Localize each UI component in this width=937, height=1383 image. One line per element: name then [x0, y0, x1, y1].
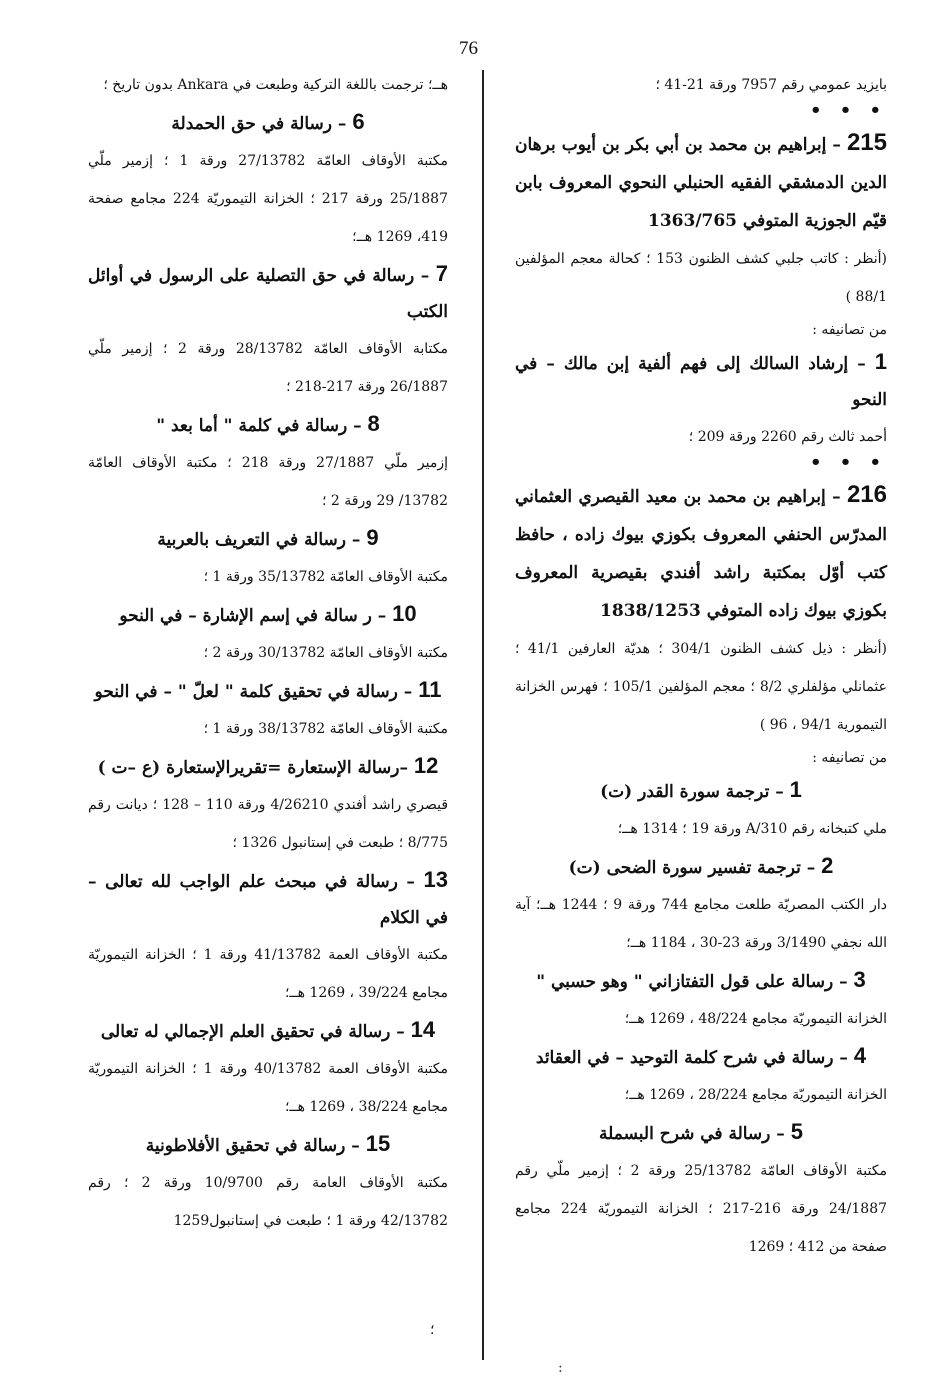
entry-number: 13	[423, 867, 448, 892]
reference-text: مكتبة الأوقاف العامّة 27/13782 ورقة 1 ؛ إزمير ملّي 25/1887 ورقة 217 ؛ الخزانة التيموريّة 224 مجامع صفحة 419، 1269 هــ؛	[88, 153, 449, 245]
entry-number: 7	[435, 261, 448, 286]
reference-text: (أنظر : كاتب جلبي كشف الظنون 153 ؛ كحالة معجم المؤلفين 88/1 )	[515, 251, 888, 305]
reference-text: الخزانة التيموريّة مجامع 28/224 ، 1269 هــ؛	[624, 1087, 887, 1103]
entry-number: 2	[821, 853, 834, 878]
entry-title: – رسالة في حق التصلية على الرسول في أوائل الكتب	[88, 266, 448, 322]
reference-text: أحمد ثالث رقم 2260 ورقة 209 ؛	[688, 429, 887, 445]
entry-title: – رسالة في التعريف بالعربية	[157, 530, 367, 550]
entry-title: – رسالة في حق الحمدلة	[171, 114, 353, 134]
entry-title: – رسالة في تحقيق الأفلاطونية	[145, 1136, 366, 1156]
entry-heading	[88, 406, 448, 444]
reference-text: دار الكتب المصريّة طلعت مجامع 744 ورقة 9 ؛ 1244 هــ؛ آية الله نجفي 3/1490 ورقة 23-30 ، 1184 هــ؛	[515, 897, 887, 951]
reference-text: هــ؛ ترجمت باللغة التركية وطبعت في Ankara بدون تاريخ ؛	[103, 77, 448, 93]
reference-text: مكتبة الأوقاف العامّة 30/13782 ورقة 2 ؛	[203, 645, 448, 661]
entry-number: 10	[392, 601, 417, 626]
entry-number: 216	[846, 481, 887, 508]
works-label: من تصانيفه :	[812, 322, 887, 338]
entry-number: 5	[790, 1119, 803, 1144]
entry-number: 4	[853, 1043, 867, 1068]
entry-title: – رسالة في شرح كلمة التوحيد – في العقائد	[535, 1048, 854, 1068]
entry-heading	[88, 748, 448, 786]
reference-text: مكتبة الأوقاف العامة رقم 10/9700 ورقة 2 ؛ رقم 42/13782 ورقة 1 ؛ طبعت في إستانبول1259	[88, 1175, 449, 1229]
reference-text: مكتبة الأوقاف العمة 40/13782 ورقة 1 ؛ الخزانة التيموريّة مجامع 38/224 ، 1269 هــ؛	[88, 1061, 449, 1115]
column-divider	[482, 70, 484, 1360]
entry-title: – رسالة في كلمة " أما بعد "	[156, 416, 368, 436]
entry-title: – إبراهيم بن محمد بن أبي بكر بن أيوب برهان الدين الدمشقي الفقيه الحنبلي النحوي المعروف بابن قيّم الجوزية المتوفي 1363/765	[515, 135, 887, 231]
left-column	[88, 66, 448, 1240]
entry-number: 215	[846, 129, 887, 156]
entry-title: – رسالة على قول التفتازاني " وهو حسبي "	[536, 972, 854, 992]
reference-text: مكتبة الأوقاف العامّة 35/13782 ورقة 1 ؛	[203, 569, 448, 585]
entry-heading	[515, 344, 887, 418]
bottom-mark: :	[558, 1360, 563, 1376]
reference-text: مكتابة الأوقاف العامّة 28/13782 ورقة 2 ؛ إزمير ملّي 26/1887 ورقة 217-218 ؛	[88, 341, 449, 395]
entry-heading	[88, 672, 448, 710]
entry-title: – رسالة في تحقيق العلم الإجمالي له تعالى	[100, 1022, 411, 1042]
reference-text: مكتبة الأوقاف العامّة 25/13782 ورقة 2 ؛ إزمير ملّي رقم 24/1887 ورقة 216-217 ؛ الخزانة التيموريّة 224 مجامع صفحة من 412 ؛ 1269	[515, 1163, 888, 1255]
entry-title: – رسالة في مبحث علم الواجب لله تعالى – في الكلام	[88, 872, 448, 928]
reference-text: إزمير ملّي 27/1887 ورقة 218 ؛ مكتبة الأوقاف العامّة 13782/ 29 ورقة 2 ؛	[88, 455, 448, 509]
entry-heading	[515, 848, 887, 886]
reference-text: بايزيد عمومي رقم 7957 ورقة 21-41 ؛	[655, 77, 887, 93]
reference-text: مكتبة الأوقاف العامّة 38/13782 ورقة 1 ؛	[203, 721, 448, 737]
works-label: من تصانيفه :	[812, 750, 887, 766]
entry-heading	[515, 1114, 887, 1152]
entry-title: – ترجمة تفسير سورة الضحى (ت)	[568, 858, 822, 878]
reference-text: مكتبة الأوقاف العمة 41/13782 ورقة 1 ؛ الخزانة التيموريّة مجامع 39/224 ، 1269 هــ؛	[88, 947, 449, 1001]
page-number: 76	[459, 38, 478, 59]
section-separator: • • •	[809, 100, 887, 121]
entry-number: 12	[413, 753, 439, 778]
entry-title: – إرشاد السالك إلى فهم ألفية إبن مالك – في النحو	[515, 354, 887, 410]
entry-title: – ر سالة في إسم الإشارة – في النحو	[119, 606, 393, 626]
entry-title: – رسالة في شرح البسملة	[599, 1124, 791, 1144]
entry-heading	[88, 520, 448, 558]
reference-text: ملي كتبخانه رقم 310/A ورقة 19 ؛ 1314 هــ؛	[617, 821, 887, 837]
entry-heading	[88, 256, 448, 330]
entry-number: 3	[853, 967, 866, 992]
entry-number: 11	[418, 677, 442, 702]
entry-heading	[515, 476, 887, 630]
entry-number: 14	[410, 1017, 436, 1042]
entry-number: 6	[352, 109, 365, 134]
entry-number: 9	[366, 525, 379, 550]
entry-title: – ترجمة سورة القدر (ت)	[600, 782, 790, 802]
trailing-mark: ؛	[430, 1322, 435, 1338]
entry-heading	[88, 596, 448, 634]
entry-heading	[515, 124, 887, 240]
entry-heading	[515, 962, 887, 1000]
reference-text: قيصري راشد أفندي 4/26210 ورقة 110 – 128 ؛ ديانت رقم 8/775 ؛ طبعت في إستانبول 1326 ؛	[88, 797, 449, 851]
entry-heading	[88, 104, 448, 142]
entry-heading	[88, 1012, 448, 1050]
entry-title: – إبراهيم بن محمد بن معيد القيصري العثماني المدرّس الحنفي المعروف بكوزي بيوك زاده ، حافظ كتب أوّل بمكتبة راشد أفندي بقيصرية المعروف بكوزي بيوك زاده المتوفي 1838/1253	[515, 487, 887, 621]
entry-heading	[515, 1038, 887, 1076]
entry-number: 15	[365, 1131, 391, 1156]
entry-number: 8	[367, 411, 380, 436]
section-separator: • • •	[809, 452, 887, 473]
entry-number: 1	[874, 349, 887, 374]
entry-heading	[88, 862, 448, 936]
entry-title: –رسالة الإستعارة =تقريرالإستعارة (ع –ت )	[97, 758, 414, 778]
entry-heading	[515, 772, 887, 810]
reference-text: الخزانة التيموريّة مجامع 48/224 ، 1269 هــ؛	[624, 1011, 887, 1027]
entry-heading	[88, 1126, 448, 1164]
entry-title: – رسالة في تحقيق كلمة " لعلّ " – في النحو	[94, 682, 419, 702]
entry-number: 1	[789, 777, 802, 802]
right-column	[515, 66, 887, 1266]
reference-text: (أنظر : ذيل كشف الظنون 304/1 ؛ هديّة العارفين 41/1 ؛ عثمانلي مؤلفلري 8/2 ؛ معجم المؤلفين 105/1 ؛ فهرس الخزانة التيمورية 94/1 ، 96 )	[515, 641, 887, 733]
